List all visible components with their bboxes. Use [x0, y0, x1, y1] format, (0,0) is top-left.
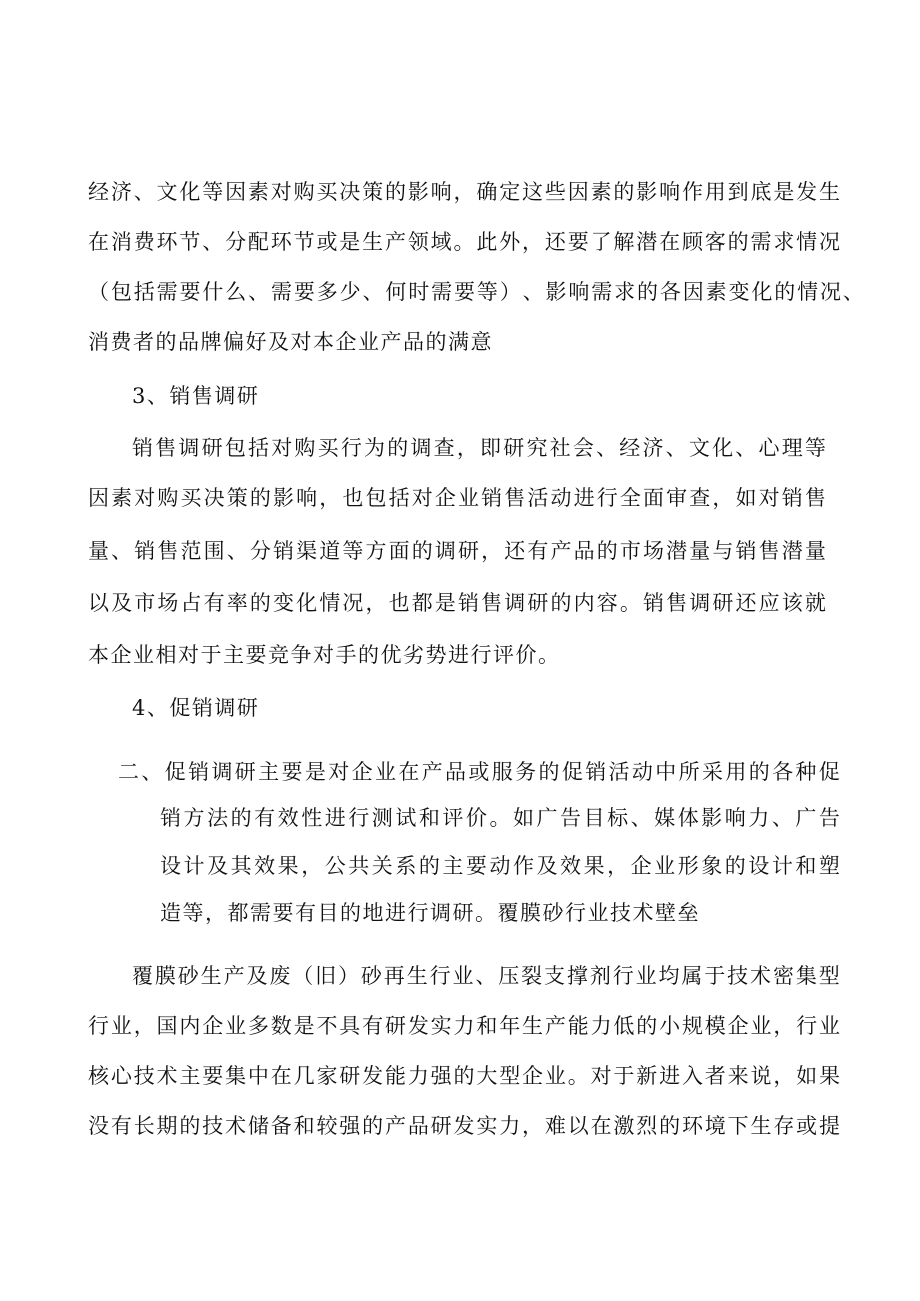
paragraph-2-line-2: 因 素 对 购 买 决 策 的 影 响 ， 也 包 括 对 企 业 销 售 活 动 进 行 全 面 审 查 ， 如 对 销 售	[88, 486, 826, 510]
paragraph-3-line-1: 二 、 促 销 调 研 主 要 是 对 企 业 在 产 品 或 服 务 的 促 销 活 动 中 所 采 用 的 各 种 促	[118, 760, 840, 784]
paragraph-4-line-3: 核 心 技 术 主 要 集 中 在 几 家 研 发 能 力 强 的 大 型 企 业 。 对 于 新 进 入 者 来 说 ， 如 果	[88, 1064, 840, 1088]
paragraph-3-line-4: 造等，都需要有目的地进行调研。覆膜砂行业技术壁垒	[160, 901, 700, 925]
paragraph-4-line-1: 覆 膜 砂 生 产 及 废 （ 旧 ） 砂 再 生 行 业 、 压 裂 支 撑 剂 行 业 均 属 于 技 术 密 集 型	[132, 964, 840, 988]
section-heading-3: 3、销售调研	[132, 384, 260, 408]
paragraph-2-line-3: 量 、 销 售 范 围 、 分 销 渠 道 等 方 面 的 调 研 ， 还 有 产 品 的 市 场 潜 量 与 销 售 潜 量	[88, 539, 826, 563]
paragraph-3-line-3: 设 计 及 其 效 果 ， 公 共 关 系 的 主 要 动 作 及 效 果 ， 企 业 形 象 的 设 计 和 塑	[160, 854, 840, 878]
paragraph-1-line-2: 在 消 费 环 节 、 分 配 环 节 或 是 生 产 领 域 。 此 外 ， 还 要 了 解 潜 在 顾 客 的 需 求 情 况	[88, 230, 840, 254]
paragraph-1-line-4: 消费者的品牌偏好及对本企业产品的满意	[88, 330, 493, 354]
paragraph-2-line-1: 销 售 调 研 包 括 对 购 买 行 为 的 调 查 ， 即 研 究 社 会 、 经 济 、 文 化 、 心 理 等	[132, 436, 826, 460]
paragraph-1-line-1: 经 济 、 文 化 等 因 素 对 购 买 决 策 的 影 响 ， 确 定 这 些 因 素 的 影 响 作 用 到 底 是 发 生	[88, 180, 840, 204]
paragraph-4-line-4: 没 有 长 期 的 技 术 储 备 和 较 强 的 产 品 研 发 实 力 ， 难 以 在 激 烈 的 环 境 下 生 存 或 提	[88, 1114, 840, 1138]
paragraph-2-line-4: 以 及 市 场 占 有 率 的 变 化 情 况 ， 也 都 是 销 售 调 研 的 内 容 。 销 售 调 研 还 应 该 就	[88, 591, 826, 615]
paragraph-2-line-5: 本企业相对于主要竞争对手的优劣势进行评价。	[88, 643, 561, 667]
section-heading-4: 4、促销调研	[132, 696, 260, 720]
paragraph-1-line-3: （ 包 括 需 要 什 么 、 需 要 多 少 、 何 时 需 要 等 ） 、 影 响 需 求 的 各 因 素 变 化 的 情 况 、	[88, 280, 864, 304]
paragraph-3-line-2: 销 方 法 的 有 效 性 进 行 测 试 和 评 价 。 如 广 告 目 标 、 媒 体 影 响 力 、 广 告	[160, 806, 840, 830]
paragraph-4-line-2: 行 业 ， 国 内 企 业 多 数 是 不 具 有 研 发 实 力 和 年 生 产 能 力 低 的 小 规 模 企 业 ， 行 业	[88, 1014, 840, 1038]
